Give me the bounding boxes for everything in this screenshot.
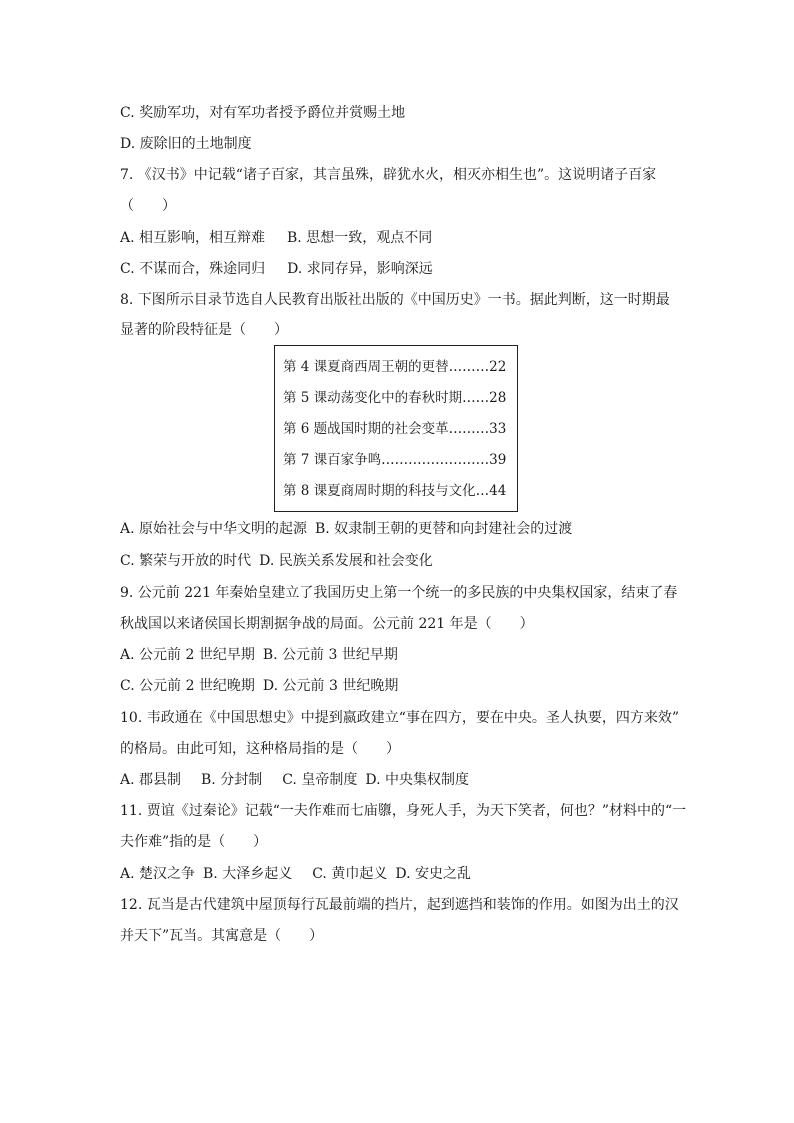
q11-stem-line2: 夫作难”指的是（ ）	[120, 834, 268, 850]
q9-option-a: A. 公元前 2 世纪早期	[120, 647, 255, 663]
q9-option-d: D. 公元前 3 世纪晚期	[262, 678, 399, 694]
q7-option-a: A. 相互影响，相互辩难	[120, 230, 266, 246]
q8-option-d: D. 民族关系发展和社会变化	[259, 553, 433, 569]
q9-stem-line1: 9. 公元前 221 年秦始皇建立了我国历史上第一个统一的多民族的中央集权国家，结束了春	[120, 585, 678, 601]
q10-option-b: B. 分封制	[201, 772, 263, 788]
toc-row: 第 5 课动荡变化中的春秋时期……28	[283, 390, 507, 406]
q10-options	[120, 770, 680, 790]
q8-option-c: C. 繁荣与开放的时代	[120, 553, 252, 569]
q6-option-d: D. 废除旧的土地制度	[120, 136, 252, 152]
q10-stem-line1: 10. 韦政通在《中国思想史》中提到嬴政建立“事在四方，要在中央。圣人执要，四方来效”	[120, 710, 680, 726]
q11-option-b: B. 大泽乡起义	[203, 866, 293, 882]
q8-options-cd	[120, 551, 680, 571]
toc-row: 第 4 课夏商西周王朝的更替………22	[283, 359, 507, 375]
q7-option-b: B. 思想一致，观点不同	[287, 230, 433, 246]
q9-stem-line2: 秋战国以来诸侯国长期割据争战的局面。公元前 221 年是（ ）	[120, 616, 534, 632]
q10-option-d: D. 中央集权制度	[365, 772, 469, 788]
q10-option-c: C. 皇帝制度	[282, 772, 358, 788]
q7-options-ab	[120, 228, 680, 248]
q9-option-b: B. 公元前 3 世纪早期	[262, 647, 398, 663]
q12-stem-line1: 12. 瓦当是古代建筑中屋顶每行瓦最前端的挡片，起到遮挡和装饰的作用。如图为出土的汉	[120, 897, 679, 913]
q8-options-ab	[120, 519, 680, 539]
toc-row: 第 8 课夏商周时期的科技与文化…44	[283, 483, 507, 499]
q8-option-b: B. 奴隶制王朝的更替和向封建社会的过渡	[315, 521, 573, 537]
q7-stem-line2: （ ）	[120, 198, 176, 214]
toc-row: 第 7 课百家争鸣……………………39	[283, 452, 507, 468]
q8-stem-line1: 8. 下图所示目录节选自人民教育出版社出版的《中国历史》一书。据此判断，这一时期最	[120, 292, 670, 308]
table-of-contents-box	[274, 345, 518, 512]
q11-option-c: C. 黄巾起义	[312, 866, 388, 882]
q8-stem-line2: 显著的阶段特征是（ ）	[120, 322, 288, 338]
q7-option-c: C. 不谋而合，殊途同归	[120, 261, 266, 277]
q8-option-a: A. 原始社会与中华文明的起源	[120, 521, 308, 537]
q9-options-ab	[120, 645, 680, 665]
q11-options	[120, 864, 680, 884]
q11-stem-line1: 11. 贾谊《过秦论》记载“一夫作难而七庙隳，身死人手，为天下笑者，何也？”材料中的“一	[120, 803, 687, 819]
toc-row: 第 6 题战国时期的社会变革………33	[283, 421, 507, 437]
q10-option-a: A. 郡县制	[120, 772, 182, 788]
q7-option-d: D. 求同存异，影响深远	[287, 261, 433, 277]
q11-option-d: D. 安史之乱	[395, 866, 471, 882]
q10-stem-line2: 的格局。由此可知，这种格局指的是（ ）	[120, 741, 400, 757]
q12-stem-line2: 并天下”瓦当。其寓意是（ ）	[120, 928, 324, 944]
q7-stem-line1: 7. 《汉书》中记载“诸子百家，其言虽殊，辟犹水火，相灭亦相生也”。这说明诸子百家	[120, 167, 657, 183]
q9-options-cd	[120, 676, 680, 696]
q11-option-a: A. 楚汉之争	[120, 866, 196, 882]
q9-option-c: C. 公元前 2 世纪晚期	[120, 678, 255, 694]
q7-options-cd	[120, 259, 680, 279]
q6-option-c: C. 奖励军功，对有军功者授予爵位并赏赐土地	[120, 105, 406, 121]
